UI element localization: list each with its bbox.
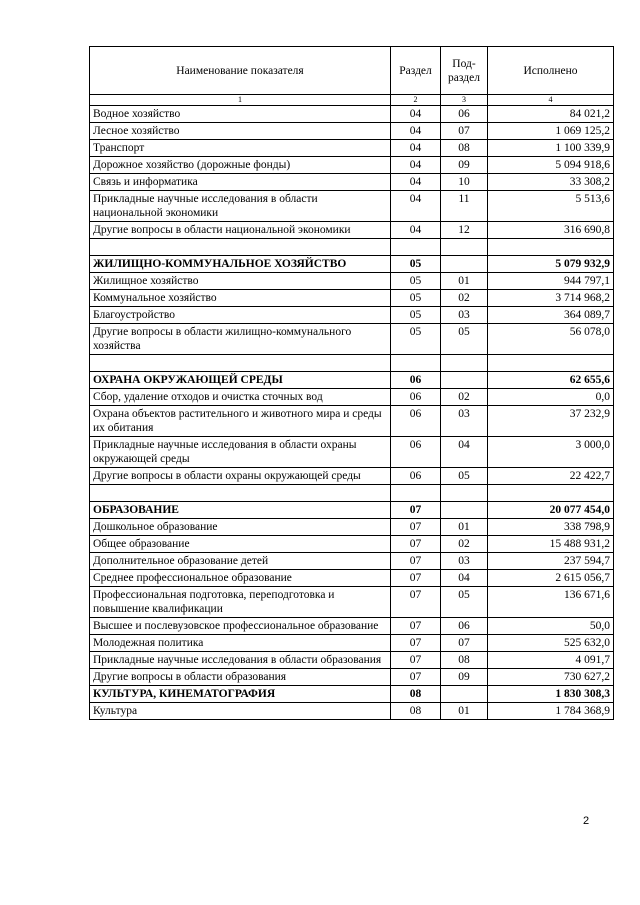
cell-section: 05 [391, 307, 441, 324]
table-row [90, 273, 614, 290]
cell-section: 07 [391, 536, 441, 553]
column-number-2: 2 [391, 95, 441, 106]
cell-executed: 56 078,0 [488, 324, 614, 355]
cell-subsection [441, 502, 488, 519]
cell-subsection: 06 [441, 106, 488, 123]
cell-name: ЖИЛИЩНО-КОММУНАЛЬНОЕ ХОЗЯЙСТВО [90, 256, 391, 273]
cell-name: Профессиональная подготовка, переподготовка и повышение квалификации [90, 587, 391, 618]
cell-subsection: 01 [441, 703, 488, 720]
cell-name: Другие вопросы в области жилищно-коммунального хозяйства [90, 324, 391, 355]
cell-executed: 5 513,6 [488, 191, 614, 222]
cell-subsection: 01 [441, 519, 488, 536]
spacer-cell [391, 485, 441, 502]
spacer-cell [391, 355, 441, 372]
cell-name: Связь и информатика [90, 174, 391, 191]
cell-subsection: 03 [441, 307, 488, 324]
column-number-1: 1 [90, 95, 391, 106]
cell-section: 07 [391, 502, 441, 519]
cell-section: 07 [391, 618, 441, 635]
cell-executed: 525 632,0 [488, 635, 614, 652]
cell-section: 06 [391, 389, 441, 406]
cell-name: ОБРАЗОВАНИЕ [90, 502, 391, 519]
cell-executed: 2 615 056,7 [488, 570, 614, 587]
cell-executed: 3 000,0 [488, 437, 614, 468]
cell-executed: 1 830 308,3 [488, 686, 614, 703]
cell-name: Дошкольное образование [90, 519, 391, 536]
table-row [90, 307, 614, 324]
cell-section: 04 [391, 106, 441, 123]
spacer-cell [90, 239, 391, 256]
cell-executed: 1 100 339,9 [488, 140, 614, 157]
table-row [90, 652, 614, 669]
cell-subsection: 05 [441, 468, 488, 485]
cell-name: Благоустройство [90, 307, 391, 324]
cell-executed: 944 797,1 [488, 273, 614, 290]
table-row [90, 618, 614, 635]
cell-name: Среднее профессиональное образование [90, 570, 391, 587]
budget-execution-table [89, 46, 614, 720]
cell-name: Молодежная политика [90, 635, 391, 652]
cell-subsection: 01 [441, 273, 488, 290]
cell-section: 06 [391, 406, 441, 437]
cell-name: Другие вопросы в области национальной экономики [90, 222, 391, 239]
cell-executed: 33 308,2 [488, 174, 614, 191]
cell-subsection: 07 [441, 635, 488, 652]
header-executed: Исполнено [488, 47, 614, 95]
cell-executed: 338 798,9 [488, 519, 614, 536]
section-total-row [90, 372, 614, 389]
cell-name: Дополнительное образование детей [90, 553, 391, 570]
spacer-cell [90, 355, 391, 372]
column-number-3: 3 [441, 95, 488, 106]
cell-subsection: 03 [441, 406, 488, 437]
spacer-cell [488, 355, 614, 372]
cell-section: 04 [391, 191, 441, 222]
cell-subsection: 02 [441, 536, 488, 553]
cell-section: 04 [391, 222, 441, 239]
cell-name: Культура [90, 703, 391, 720]
spacer-cell [441, 239, 488, 256]
table-row [90, 635, 614, 652]
section-total-row [90, 686, 614, 703]
cell-subsection [441, 686, 488, 703]
cell-name: Сбор, удаление отходов и очистка сточных вод [90, 389, 391, 406]
table-row [90, 669, 614, 686]
cell-section: 07 [391, 553, 441, 570]
cell-subsection: 05 [441, 587, 488, 618]
cell-subsection [441, 372, 488, 389]
table-row [90, 437, 614, 468]
cell-name: Охрана объектов растительного и животного мира и среды их обитания [90, 406, 391, 437]
cell-executed: 3 714 968,2 [488, 290, 614, 307]
table-row [90, 290, 614, 307]
cell-section: 07 [391, 669, 441, 686]
table-row [90, 222, 614, 239]
cell-section: 08 [391, 686, 441, 703]
cell-subsection: 08 [441, 140, 488, 157]
cell-section: 04 [391, 174, 441, 191]
table-body [90, 47, 614, 720]
cell-executed: 20 077 454,0 [488, 502, 614, 519]
table-row [90, 140, 614, 157]
cell-executed: 50,0 [488, 618, 614, 635]
table-row [90, 174, 614, 191]
table-row [90, 468, 614, 485]
cell-subsection: 08 [441, 652, 488, 669]
cell-section: 04 [391, 157, 441, 174]
cell-section: 08 [391, 703, 441, 720]
cell-name: Другие вопросы в области охраны окружающей среды [90, 468, 391, 485]
cell-subsection: 09 [441, 669, 488, 686]
table-row [90, 157, 614, 174]
spacer-row [90, 485, 614, 502]
cell-name: Прикладные научные исследования в области образования [90, 652, 391, 669]
cell-name: Высшее и послевузовское профессиональное образование [90, 618, 391, 635]
spacer-cell [488, 485, 614, 502]
spacer-cell [391, 239, 441, 256]
cell-name: ОХРАНА ОКРУЖАЮЩЕЙ СРЕДЫ [90, 372, 391, 389]
header-name: Наименование показателя [90, 47, 391, 95]
spacer-cell [90, 485, 391, 502]
section-total-row [90, 256, 614, 273]
cell-executed: 1 784 368,9 [488, 703, 614, 720]
cell-subsection: 02 [441, 389, 488, 406]
cell-subsection: 07 [441, 123, 488, 140]
cell-subsection [441, 256, 488, 273]
section-total-row [90, 502, 614, 519]
cell-subsection: 05 [441, 324, 488, 355]
cell-subsection: 04 [441, 570, 488, 587]
cell-subsection: 03 [441, 553, 488, 570]
table-row [90, 191, 614, 222]
cell-section: 05 [391, 273, 441, 290]
cell-section: 04 [391, 123, 441, 140]
cell-section: 07 [391, 587, 441, 618]
cell-subsection: 04 [441, 437, 488, 468]
table-row [90, 587, 614, 618]
cell-executed: 15 488 931,2 [488, 536, 614, 553]
spacer-cell [488, 239, 614, 256]
spacer-row [90, 355, 614, 372]
cell-executed: 316 690,8 [488, 222, 614, 239]
table-row [90, 389, 614, 406]
spacer-row [90, 239, 614, 256]
cell-section: 07 [391, 570, 441, 587]
cell-name: Водное хозяйство [90, 106, 391, 123]
cell-subsection: 06 [441, 618, 488, 635]
cell-name: Дорожное хозяйство (дорожные фонды) [90, 157, 391, 174]
cell-section: 05 [391, 324, 441, 355]
header-section: Раздел [391, 47, 441, 95]
cell-subsection: 02 [441, 290, 488, 307]
cell-executed: 5 094 918,6 [488, 157, 614, 174]
cell-subsection: 10 [441, 174, 488, 191]
page-number: 2 [583, 815, 590, 827]
cell-name: Общее образование [90, 536, 391, 553]
cell-executed: 37 232,9 [488, 406, 614, 437]
cell-name: Коммунальное хозяйство [90, 290, 391, 307]
header-subsection: Под-раздел [441, 47, 488, 95]
cell-name: Прикладные научные исследования в области национальной экономики [90, 191, 391, 222]
cell-section: 06 [391, 468, 441, 485]
cell-section: 05 [391, 256, 441, 273]
cell-executed: 0,0 [488, 389, 614, 406]
table-row [90, 553, 614, 570]
cell-executed: 84 021,2 [488, 106, 614, 123]
cell-subsection: 12 [441, 222, 488, 239]
cell-name: Лесное хозяйство [90, 123, 391, 140]
cell-name: Транспорт [90, 140, 391, 157]
cell-executed: 730 627,2 [488, 669, 614, 686]
cell-section: 04 [391, 140, 441, 157]
table-row [90, 536, 614, 553]
cell-executed: 62 655,6 [488, 372, 614, 389]
column-number-4: 4 [488, 95, 614, 106]
column-number-row [90, 95, 614, 106]
cell-section: 07 [391, 635, 441, 652]
cell-section: 07 [391, 519, 441, 536]
table-row [90, 519, 614, 536]
cell-executed: 5 079 932,9 [488, 256, 614, 273]
cell-name: Жилищное хозяйство [90, 273, 391, 290]
spacer-cell [441, 485, 488, 502]
table-row [90, 703, 614, 720]
cell-section: 06 [391, 372, 441, 389]
table-header-row [90, 47, 614, 95]
cell-executed: 136 671,6 [488, 587, 614, 618]
cell-name: Прикладные научные исследования в области охраны окружающей среды [90, 437, 391, 468]
cell-section: 06 [391, 437, 441, 468]
cell-executed: 4 091,7 [488, 652, 614, 669]
cell-name: Другие вопросы в области образования [90, 669, 391, 686]
table-row [90, 123, 614, 140]
table-row [90, 406, 614, 437]
spacer-cell [441, 355, 488, 372]
cell-executed: 237 594,7 [488, 553, 614, 570]
cell-subsection: 09 [441, 157, 488, 174]
table-row [90, 106, 614, 123]
table-row [90, 570, 614, 587]
cell-executed: 22 422,7 [488, 468, 614, 485]
cell-executed: 1 069 125,2 [488, 123, 614, 140]
cell-executed: 364 089,7 [488, 307, 614, 324]
cell-subsection: 11 [441, 191, 488, 222]
cell-section: 05 [391, 290, 441, 307]
table-row [90, 324, 614, 355]
cell-section: 07 [391, 652, 441, 669]
cell-name: КУЛЬТУРА, КИНЕМАТОГРАФИЯ [90, 686, 391, 703]
